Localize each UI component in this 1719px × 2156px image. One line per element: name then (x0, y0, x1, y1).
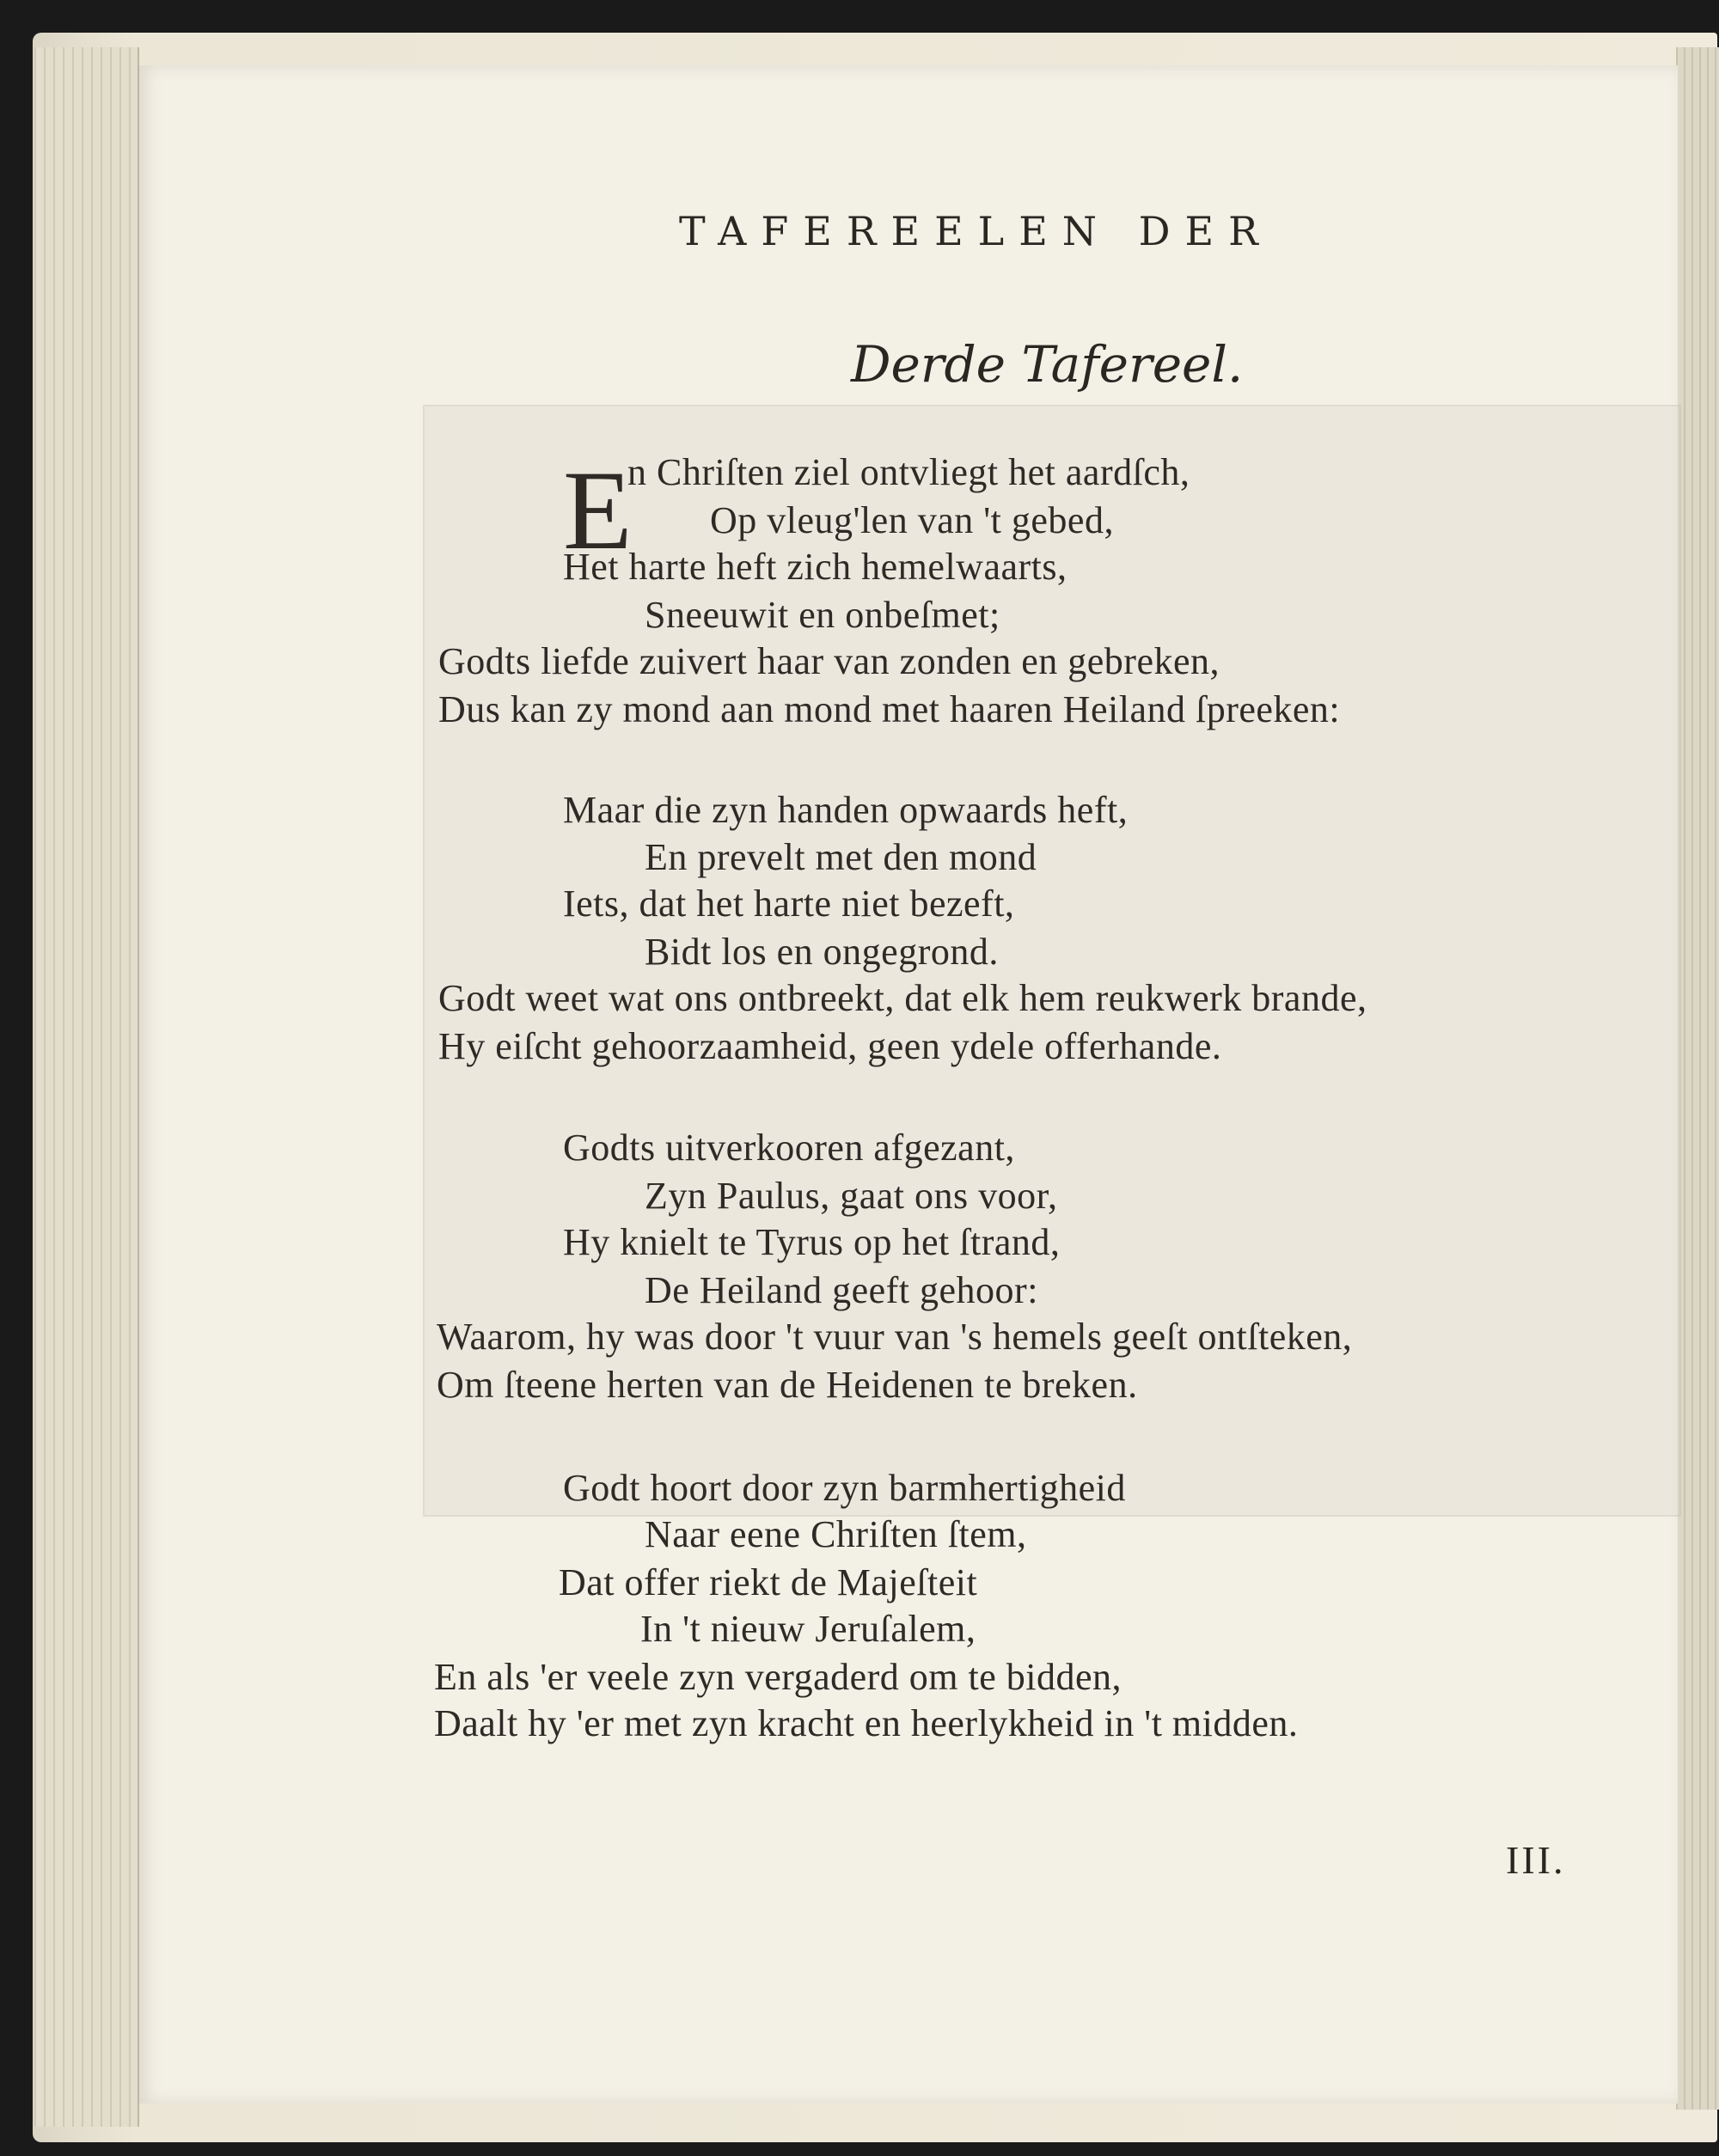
poem-line: Sneeuwit en onbeſmet; (645, 594, 1000, 636)
poem-line: Maar die zyn handen opwaards heft, (563, 789, 1129, 831)
poem-line: n Chriſten ziel ontvliegt het aardſch, (627, 451, 1190, 493)
section-title: Derde Tafereel. (851, 335, 1244, 394)
poem-line: Godt hoort door zyn barmhertigheid (563, 1467, 1126, 1509)
poem-line: Daalt hy 'er met zyn kracht en heerlykheid in 't midden. (434, 1702, 1299, 1744)
poem-line: En prevelt met den mond (645, 836, 1037, 878)
poem-line: De Heiland geeft gehoor: (645, 1269, 1038, 1311)
poem-line: Dus kan zy mond aan mond met haaren Heiland ſpreeken: (438, 688, 1341, 730)
poem-line: Hy eiſcht gehoorzaamheid, geen ydele offerhande. (438, 1025, 1222, 1067)
poem-line: Godts liefde zuivert haar van zonden en gebreken, (438, 640, 1220, 682)
poem-line: Godts uitverkooren afgezant, (563, 1127, 1015, 1169)
poem-line: In 't nieuw Jeruſalem, (640, 1608, 976, 1650)
drop-cap: E (563, 447, 633, 573)
poem-line: Om ſteene herten van de Heidenen te breken. (437, 1364, 1138, 1406)
catchword: III. (1506, 1838, 1566, 1882)
poem-line: Zyn Paulus, gaat ons voor, (645, 1175, 1058, 1217)
poem-line: Bidt los en ongegrond. (645, 931, 999, 973)
poem-line: Godt weet wat ons ontbreekt, dat elk hem reukwerk brande, (438, 977, 1367, 1019)
running-header: TAFEREELEN DER (679, 208, 1273, 254)
poem-line: Hy knielt te Tyrus op het ſtrand, (563, 1221, 1061, 1263)
poem-line: Naar eene Chriſten ſtem, (645, 1513, 1027, 1555)
poem-line: Iets, dat het harte niet bezeft, (563, 883, 1015, 925)
poem-line: Dat offer riekt de Majeſteit (559, 1561, 978, 1603)
poem-line: Op vleug'len van 't gebed, (710, 499, 1114, 541)
poem-line: Waarom, hy was door 't vuur van 's hemels geeſt ontſteken, (437, 1316, 1353, 1358)
poem-line: En als 'er veele zyn vergaderd om te bidden, (434, 1656, 1123, 1698)
poem-line: Het harte heft zich hemelwaarts, (563, 546, 1067, 588)
